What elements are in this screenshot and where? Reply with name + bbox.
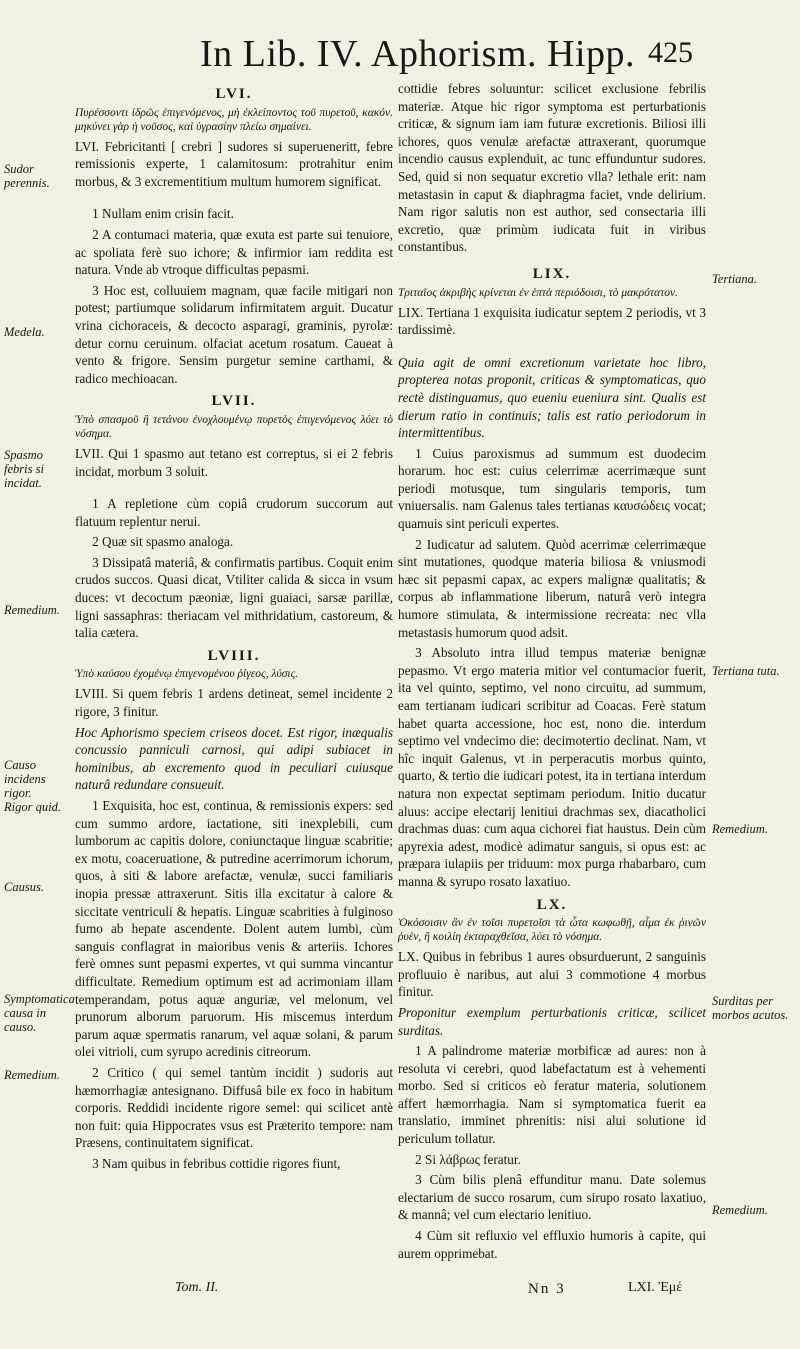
greek-text-lix: Τριταῖος ἀκριβὴς κρίνεται ἐν ἑπτὰ περιόδοισι, τὸ μακρότατον. — [398, 286, 678, 299]
note-lx-1: 1 A palindrome materiæ morbificæ ad aures: non à resoluta vi cerebri, quod labefactatum est à vehementi morbo. Sed si criticos eò feratur materia, solutionem affert hæmorrhagia. Nam si symptomatica fuerit ea translatio, imminet phrenitis: nisi alui solutione id periculum tollatur. — [398, 1043, 706, 1147]
greek-text-lx: Ὁκόσοισιν ἂν ἐν τοῖσι πυρετοῖσι τὰ ὦτα κωφωθῇ, αἷμα ἐκ ῥινῶν ῥυὲν, ἢ κοιλίη ἐκταραχθεῖσα, λύει τὸ νόσημα. — [398, 917, 706, 944]
aphorism-heading-lviii: LVIII. — [207, 647, 261, 664]
margin-note: Medela. — [4, 325, 45, 339]
margin-note: Remedium. — [712, 822, 768, 836]
note-lx-4: 4 Cùm sit refluxio vel effluxio humoris à capite, qui aurem opprimebat. — [398, 1228, 706, 1261]
margin-note: Causus. — [4, 880, 44, 894]
running-title: In Lib. IV. Aphorism. Hipp. — [200, 33, 636, 75]
greek-text-lvii: Ὑπὸ σπασμοῦ ἢ τετάνου ἐνοχλουμένῳ πυρετὸς ἐπιγενόμενος λύει τὸ νόσημα. — [75, 413, 393, 440]
running-header — [0, 32, 800, 80]
margin-note: Causo incidens rigor. — [4, 758, 46, 800]
aphorism-heading-lvii: LVII. — [211, 393, 257, 410]
greek-text-lviii: Ὑπὸ καύσου ἐχομένῳ ἐπιγενομένου ῥίγεος, λύσις. — [75, 668, 299, 681]
continuation-text: cottidie febres soluuntur: scilicet exclusione febrilis materiæ. Atque hic rigor symptoma est perturbationis criticæ, & signum iam iam futuræ excretionis. Biliosi illi ichores, quos venulæ arefactæ attraxerant, quorumque incendio causus explenduit, ac tunc effunduntur sudores. Sed, quid si non sequatur excretio vlla? lethale erit: nam metastasin in caput & diaphragma faciet, vnde delirium. Nam rigor salutis non est author, sed consectaria illi excretio, quæ primùm iudicata fuit in viribus constantibus. — [398, 81, 706, 255]
note-lvii-1: 1 A repletione cùm copiâ crudorum succorum aut flatuum replentur nerui. — [75, 496, 393, 529]
note-lviii-3: 3 Nam quibus in febribus cottidie rigores fiunt, — [92, 1155, 341, 1171]
note-lix-1: 1 Cuius paroxismus ad summum est duodecim horarum. hoc est: cuius celerrimæ acerrimæque sunt periodi motusque, tum singularis temporis, tum vniuersalis. nam Galenus tales tertianas καυσώδεις vocat; quamuis sint periculi expertes. — [398, 445, 706, 532]
aphorism-heading-lx: LX. — [536, 896, 568, 913]
latin-aphorism-lvii: LVII. Qui 1 spasmo aut tetano est correptus, si ei 2 febris incidat, morbum 3 soluit. — [75, 445, 393, 479]
greek-text-lvi: Πυρέσσοντι ἱδρῶς ἐπιγενόμενος, μὴ ἐκλείποντος τοῦ πυρετοῦ, κακόν. μηκύνει γὰρ ἡ νοῦσος, καὶ ὑγρασίην πλείω σημαίνει. — [75, 106, 393, 133]
note-lvii-3: 3 Dissipatâ materiâ, & confirmatis partibus. Coquit enim crudos succos. Quasi dicat, Vtiliter calida & sicca in vsum duces: vt decoctum pæoniæ, ligni guaiaci, sarsæ parillæ, ligni sassaphras: theriacam vel mithridatium, castoreum, & talia cætera. — [75, 554, 393, 641]
note-lvii-2: 2 Quæ sit spasmo analoga. — [92, 534, 234, 550]
latin-aphorism-lviii: LVIII. Si quem febris 1 ardens detineat, semel incidente 2 rigore, 3 finitur. — [75, 686, 393, 720]
volume-footer: Tom. II. — [175, 1280, 219, 1295]
margin-note: Symptomatica causa in causo. — [4, 992, 75, 1034]
margin-note: Tertiana. — [712, 272, 758, 286]
note-lx-3: 3 Cùm bilis plenâ effunditur manu. Date solemus electarium de succo rosarum, cum sirupo rosato laxatiuo, & mannâ; vel cum electario lenitiuo. — [398, 1172, 706, 1223]
note-lix-2: 2 Iudicatur ad salutem. Quòd acerrimæ celerrimæque sint mutationes, quodque materia biliosa & vniusmodi hæc sit pepasmi capax, ac expers malignæ qualitatis; & corpus ab inflammatione liberum, naturâ verò integra humore stimulata, & intermissione recreata: nec vlla metastasis humorum quod adsit. — [398, 536, 706, 640]
note-lviii-2: 2 Critico ( qui semel tantùm incidit ) sudoris aut hæmorrhagiæ antesignano. Diffusâ bile ex foco in habitum corporis. Reddidi incidente rigore semel: qui scilicet antè non fuit: quia Hippocrates vsus est Præterito tempore: nam Præsens, continuitatem significat. — [75, 1064, 393, 1151]
margin-note: Remedium. — [4, 603, 60, 617]
commentary-lix: Quia agit de omni excretionum varietate hoc libro, propterea notas proponit, criticas & symptomaticas, quo rectè distinguamus, quo eueniu eueniura sint. Qualis est dierum ratio in continuis; talis est ratio periodorum in intermittentibus. — [398, 354, 706, 441]
note-lvi-1: 1 Nullam enim crisin facit. — [92, 206, 234, 222]
commentary-lviii: Hoc Aphorismo speciem criseos docet. Est rigor, inæqualis concussio panniculi carnosi, qui adipi subiacet in hominibus, ab excremento quod in peculiari cuiusque naturâ redundare consueuit. — [75, 724, 393, 793]
latin-aphorism-lvi: LVI. Febricitanti [ crebri ] sudores si superueneritt, febre remissionis experte, 1 calamitosum: protrahitur enim morbus, & 3 excrementitium multum humorem significat. — [75, 138, 393, 189]
left-column — [75, 80, 393, 1175]
commentary-lx: Proponitur exemplum perturbationis criticæ, scilicet surditas. — [398, 1004, 706, 1038]
page-number: 425 — [648, 36, 693, 69]
margin-note: Rigor quid. — [4, 800, 61, 814]
margin-note: Sudor perennis. — [4, 162, 50, 190]
note-lix-3: 3 Absoluto intra illud tempus materiæ benignæ pepasmo. Vt ergo materia mitior vel contumacior fuerit, ita vel quinto, septimo, vel nono circuitu, ad summum, eam tertianam iudicari scribitur ad Coacas. Ferè statum habet quarta accessione, hoc est, nono die. interdum septimo vel vndecimo die: decimotertio declinat. Nam, vt hîc inquit Galenus, vt in perperacutis morbus quinto, quarto, & tertio die iudicari potest, ita in tertiana interdum natura non expectat septimam periodum. Initio ducatur aluus: accipe electarij lenitiui drachmas sex, diacatholici drachmas duas: cum aqua cichorei fiat haustus. Dein cùm apyrexia adest, modicè adimatur sanguis, si opus est: ac præpara iulapiis per triduum: mox purga rhabarbaro, cum manna & syrupo rosato laxatiuo. — [398, 645, 706, 889]
margin-note: Remedium. — [4, 1068, 60, 1082]
margin-note: Remedium. — [712, 1203, 768, 1217]
signature-mark: Nn 3 — [528, 1281, 566, 1297]
right-column — [398, 80, 706, 1265]
catchword: LXI. Ἐμέ — [628, 1280, 683, 1295]
margin-note: Tertiana tuta. — [712, 664, 780, 678]
note-lvi-2: 2 A contumaci materia, quæ exuta est parte sui tenuiore, ac spoliata ferè suo ichore; & infirmior iam reddita est natura. Vnde ab vtroque difficultas pepasmi. — [75, 226, 393, 278]
margin-note: Surditas per morbos acutos. — [712, 994, 789, 1022]
note-lvi-3: 3 Hoc est, colluuiem magnam, quæ facile mitigari non potest; partiumque solidarum infirmitatem arguit. Ducatur vrina cichoraceis, & decocto asparagi, graminis, pyrolæ: detur cornu ceruinum. olfaciat acetum rosatum. Caueat à vento & frigore. Sensim purgetur semine carthami, & radico mechioacan. — [75, 282, 393, 386]
aphorism-heading-lvi: LVI. — [215, 86, 253, 102]
latin-aphorism-lx: LX. Quibus in febribus 1 aures obsurduerunt, 2 sanguinis profluuio è naribus, aut alui 3 commotione 4 morbus finitur. — [398, 949, 706, 1000]
note-lx-2: 2 Si λάβρως feratur. — [415, 1151, 521, 1167]
latin-aphorism-lix: LIX. Tertiana 1 exquisita iudicatur septem 2 periodis, vt 3 tardissimè. — [398, 304, 706, 338]
margin-note: Spasmo febris si incidat. — [4, 448, 44, 490]
aphorism-heading-lix: LIX. — [532, 265, 572, 282]
note-lviii-1: 1 Exquisita, hoc est, continua, & remissionis expers: sed cum summo ardore, iactatione, siti inexplebili, cum lumborum ac capitis dolore, coniunctaque linguæ scabritie; ex motu, coaceruatione, & putredine acerrimorum ichorum, quos, à siti & labore arefactæ, venulæ, succi familiaris inopia pressæ attraxerunt. Sitis illa excitatur à calore & siccitate ventriculi & hepatis. Linguæ scabrities à fulginoso fumo ab hepate ascendente. Dolent autem lumbi, cùm sanguis conflagrat in maioribus venis & arteriis. Ichores ferè omnes sunt pepasmi expertes, vt qui summa vincantur difficultate. Remedium optimum est ad acrimoniam illam temperandam, potus aquæ anguriæ, vel melonum, vel prunorum alborum paruorum. His miscemus interdum parum aquæ spermatis ranarum, vel aquæ solani, & parum olei vitrioli, cum syrupo acredinis citreorum. — [75, 798, 393, 1060]
